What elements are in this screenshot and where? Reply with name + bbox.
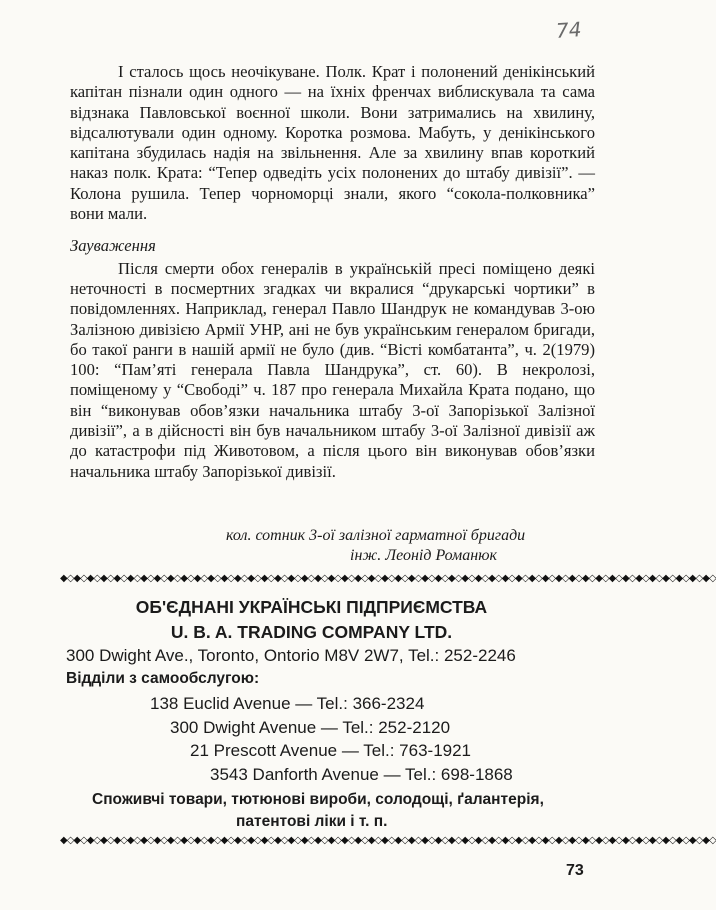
signature-name: інж. Леонід Романюк — [350, 547, 497, 564]
paragraph-1: І сталось щось неочікуване. Полк. Крат і полонений денікінський капітан пізнали один одного — на їхніх френчах виблискувала та сама відзнака Павловської воєнної школи. Вони затримались на хвилину, відсалютували один одному. Коротка розмова. Мабуть, у денікінського капітана збудилась надія на звільнення. Але за хвилину впав короткий наказ полк. Крата: “Тепер одведіть усіх полонених до штабу дивізії”. — Колона рушила. Тепер чорноморці знали, якого “сокола-полковника” вони мали. — [70, 62, 595, 224]
handwritten-page-note: 74 — [555, 17, 583, 43]
ad-branch-4: 3543 Danforth Avenue — Tel.: 698-1868 — [210, 765, 513, 784]
ad-goods-line-1: Споживчі товари, тютюнові вироби, солодощі, ґалантерія, — [92, 791, 544, 808]
paragraph-2: Після смерти обох генералів в українській пресі поміщено деякі неточності в посмертних згадках чи вкралися “друкарські чортики” в повідомленнях. Наприклад, генерал Павло Шандрук не командував 3-ою Залізною дивізією Армії УНР, ані не був українським генералом бригади, бо такої ранги в нашій армії не було (див. “Вісті комбатанта”, ч. 2(1979) 100: “Пам’яті генерала Павла Шандрука”, ст. 60). В некролозі, поміщеному у “Свободі” ч. 187 про генерала Михайла Крата подано, що він “виконував обов’язки начальника штабу 3-ої Запорізької Залізної дивізії”, а в дійсності він був начальником штабу 3-ої Залізної дивізії аж до катастрофи під Животовом, а після цього він виконував обов’язки начальника штабу Запорізької дивізії. — [70, 258, 595, 481]
ornament-divider-top: ◆◇◆◇◆◇◆◇◆◇◆◇◆◇◆◇◆◇◆◇◆◇◆◇◆◇◆◇◆◇◆◇◆◇◆◇◆◇◆◇◆◇◆◇◆◇◆◇◆◇◆◇◆◇◆◇◆◇◆◇◆◇◆◇◆◇◆◇◆◇◆◇◆◇◆◇◆◇◆◇◆◇◆◇◆◇◆◇◆◇◆◇◆◇◆◇◆◇ — [60, 573, 716, 584]
page-number: 73 — [566, 862, 584, 879]
ad-branches-label: Відділи з самообслугою: — [66, 670, 260, 687]
ad-goods-line-2: патентові ліки і т. п. — [236, 813, 388, 830]
article-body — [70, 62, 595, 482]
ad-branch-1: 138 Euclid Avenue — Tel.: 366-2324 — [150, 694, 425, 713]
section-heading: Зауваження — [70, 236, 156, 256]
ad-title-english: U. B. A. TRADING COMPANY LTD. — [170, 622, 453, 642]
ornament-divider-bottom: ◆◇◆◇◆◇◆◇◆◇◆◇◆◇◆◇◆◇◆◇◆◇◆◇◆◇◆◇◆◇◆◇◆◇◆◇◆◇◆◇◆◇◆◇◆◇◆◇◆◇◆◇◆◇◆◇◆◇◆◇◆◇◆◇◆◇◆◇◆◇◆◇◆◇◆◇◆◇◆◇◆◇◆◇◆◇◆◇◆◇◆◇◆◇◆◇◆◇ — [60, 835, 716, 846]
ad-branch-2: 300 Dwight Avenue — Tel.: 252-2120 — [170, 718, 451, 737]
signature-rank: кол. сотник 3-ої залізної гарматної бригади — [226, 527, 526, 544]
ad-title-ukrainian: ОБ'ЄДНАНІ УКРАЇНСЬКІ ПІДПРИЄМСТВА — [135, 597, 488, 617]
ad-branch-3: 21 Prescott Avenue — Tel.: 763-1921 — [190, 741, 472, 760]
ad-main-address: 300 Dwight Ave., Toronto, Ontorio M8V 2W7, Tel.: 252-2246 — [66, 646, 516, 665]
